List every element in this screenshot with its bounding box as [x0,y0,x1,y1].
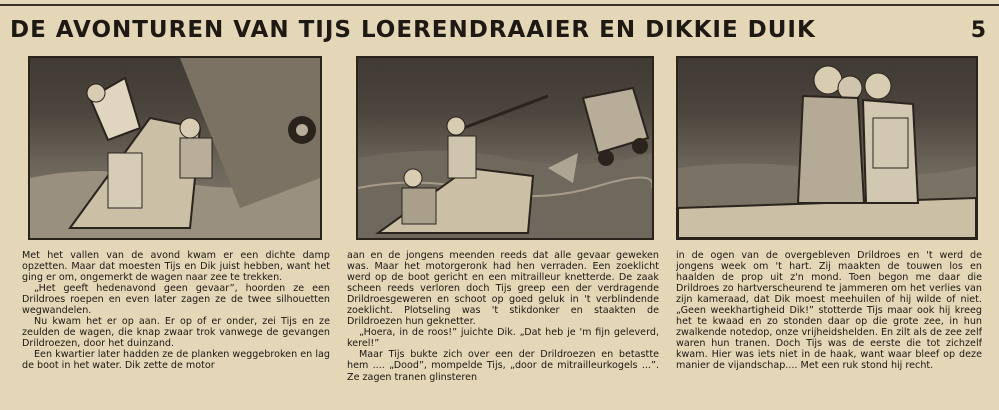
comic-panel-1 [28,56,322,240]
comic-panel-2 [356,56,654,240]
figure-body-2 [863,100,918,203]
boy-head [404,169,422,187]
top-rule [0,4,999,6]
paragraph: „Het geeft hedenavond geen gevaar”, hoorden ze een Drildroes roepen en even later zagen ze de twee silhouetten wegwandelen. [22,283,330,317]
paragraph: in de ogen van de overgebleven Drildroes en 't werd de jongens week om 't hart. Zij maakten de touwen los en haalden de prop uit z'n mond. Toen begon me daar die Drildroes zo hartverscheurend te jammeren om het verlies van zijn kameraad, dat Dik moest meehuilen of hij wilde of niet. „Geen weekhartigheid Dik!” stotterde Tijs maar ook hij kreeg het te kwaad en zo stonden daar op die grote zee, in hun zwalkende notedop, onze vrijheidshelden. En zilt als de zee zelf waren hun tranen. Doch Tijs was de eerste die tot zichzelf kwam. Hier was iets niet in de haak, want waar bleef op deze manier de vijandschap.... Met een ruk stond hij recht. [676,250,982,372]
figure-head-3 [838,76,862,100]
text-column-1 [22,250,330,400]
figure-head-2 [180,118,200,138]
page-number: 5 [970,17,986,43]
text-column-3 [676,250,982,400]
boy-body [402,188,436,224]
comic-panel-3 [676,56,978,240]
paragraph: Maar Tijs bukte zich over een der Drildroezen en betastte hem .... „Dood”, mompelde Tijs, „door de mitrailleurkogels ...”. Ze zagen tranen glinsteren [347,349,659,383]
paragraph: aan en de jongens meenden reeds dat alle gevaar geweken was. Maar het motorgeronk had hen verraden. Een zoeklicht werd op de boot gericht en een mitrailleur knetterde. De zaak scheen reeds verloren doch Tijs greep een der verdragende Drildroesgeweren en schoot op goed geluk in 't verblindende zoeklicht. Plotseling was 't stikdonker en staakten de Drildroezen hun geknetter. [347,250,659,328]
shooter-head [447,117,465,135]
panel-2-illustration [358,58,652,238]
rifle [458,96,548,130]
page-header [10,12,990,48]
text-column-2 [347,250,659,400]
paragraph: „Hoera, in de roos!” juichte Dik. „Dat heb je 'm fijn geleverd, kerel!” [347,327,659,350]
panel-1-illustration [30,58,320,238]
comic-title: DE AVONTUREN VAN TIJS LOERENDRAAIER EN DIKKIE DUIK [10,17,816,43]
paragraph: Nu kwam het er op aan. Er op of er onder, zei Tijs en ze zeulden de wagen, die knap zwaar trok vanwege de gevangen Drildroezen, door het duinzand. [22,316,330,350]
figure-head-2 [865,73,891,99]
figure-head-1 [87,84,105,102]
shooter-body [448,136,476,178]
paragraph: Een kwartier later hadden ze de planken weggebroken en lag de boot in het water. Dik zette de motor [22,349,330,372]
paragraph: Met het vallen van de avond kwam er een dichte damp opzetten. Maar dat moesten Tijs en Dik juist hebben, want het ging er om, ongemerkt de wagen naar zee te trekken. [22,250,330,284]
figure-body-1 [108,153,142,208]
panel-3-illustration [678,58,976,238]
figure-body-1 [798,96,864,203]
figure-body-2 [180,138,212,178]
